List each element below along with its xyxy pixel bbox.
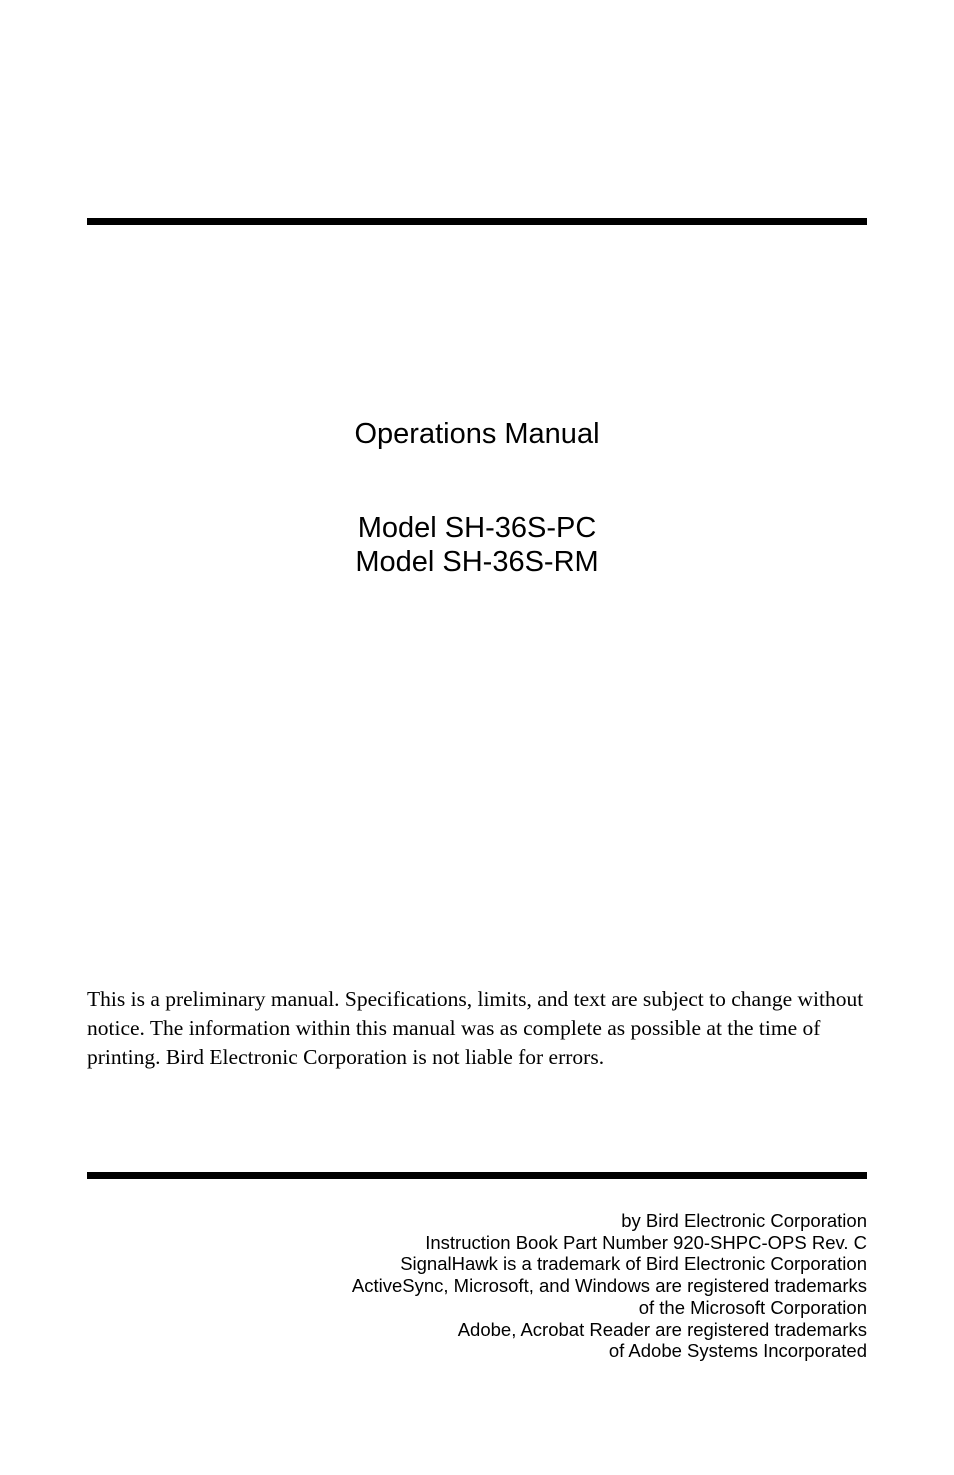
credit-part-number: Instruction Book Part Number 920-SHPC-OPS Rev. C [425,1231,867,1253]
credit-trademark-microsoft: ActiveSync, Microsoft, and Windows are registered trademarks [351,1275,867,1297]
credit-trademark-adobe: Adobe, Acrobat Reader are registered trademarks [457,1318,867,1340]
model-name-rm: Model SH-36S-RM [355,546,599,578]
credit-publisher: by Bird Electronic Corporation [621,1210,867,1231]
credits-block [167,1210,867,1362]
document-type-title: Operations Manual [354,418,600,450]
credit-trademark-microsoft-owner: of the Microsoft Corporation [638,1296,867,1318]
credit-trademark-signalhawk: SignalHawk is a trademark of Bird Electronic Corporation [400,1253,867,1275]
preliminary-disclaimer: This is a preliminary manual. Specifications, limits, and text are subject to change without notice. The information within this manual was as complete as possible at the time of printing. Bird Electronic Corporation is not liable for errors. [87,987,864,1069]
model-list [0,511,954,579]
model-name-pc: Model SH-36S-PC [357,512,597,544]
top-divider-rule [87,218,867,225]
bottom-divider-rule [87,1172,867,1179]
credit-trademark-adobe-owner: of Adobe Systems Incorporated [608,1340,867,1362]
